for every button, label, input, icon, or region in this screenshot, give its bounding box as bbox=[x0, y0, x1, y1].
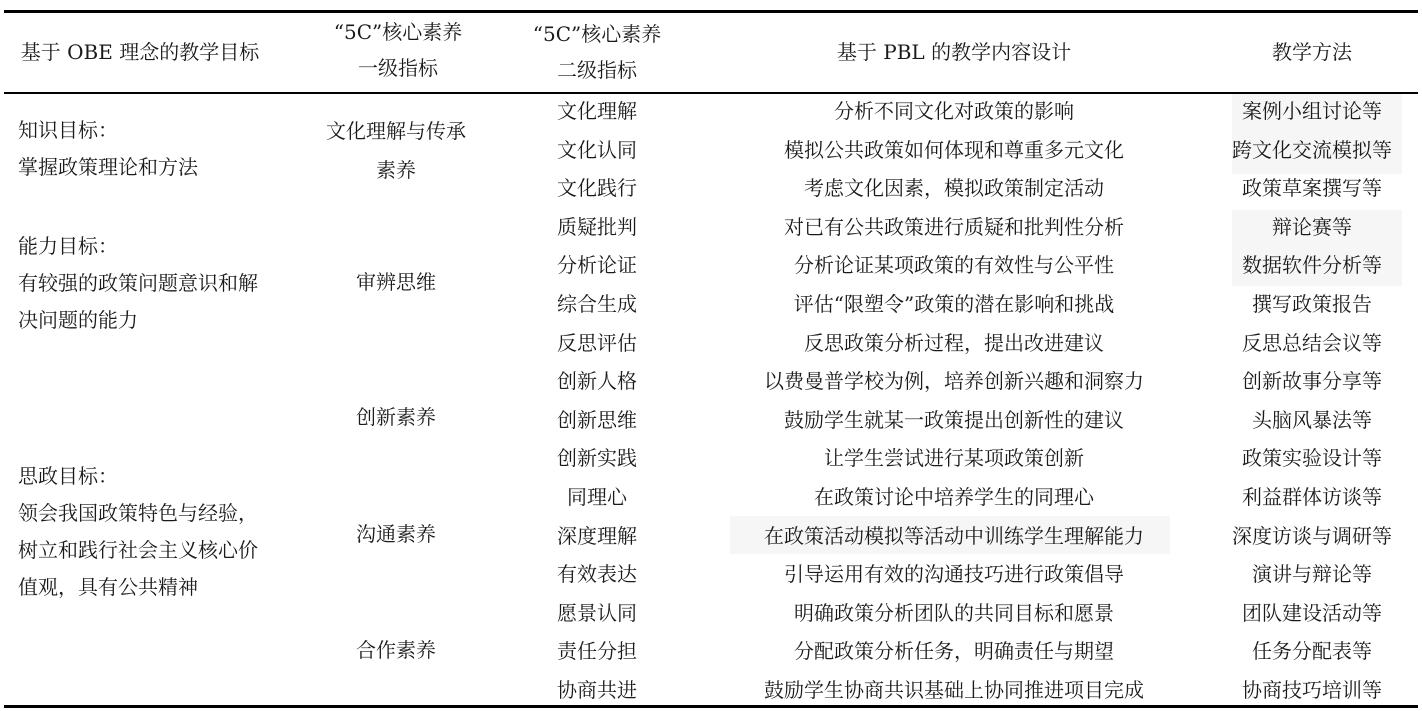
content-cell: 在政策活动模拟等活动中训练学生理解能力 bbox=[764, 524, 1144, 548]
level1-culture-line2: 素养 bbox=[376, 158, 416, 182]
level1-critical-thinking bbox=[356, 263, 436, 302]
objective-knowledge-line1: 知识目标： bbox=[18, 118, 118, 142]
level1-communication bbox=[356, 515, 436, 554]
level1-culture bbox=[326, 112, 466, 190]
level2-cell: 创新思维 bbox=[557, 408, 637, 432]
level2-cell: 综合生成 bbox=[557, 292, 637, 316]
level2-cell: 同理心 bbox=[567, 485, 627, 509]
objective-ability-line1: 能力目标： bbox=[18, 234, 118, 258]
level2-cell: 分析论证 bbox=[557, 253, 637, 277]
objective-ideology-line4: 值观，具有公共精神 bbox=[18, 575, 198, 599]
level1-critical-thinking-label: 审辨思维 bbox=[356, 270, 436, 294]
method-cell: 反思总结会议等 bbox=[1242, 331, 1382, 355]
method-cell: 团队建设活动等 bbox=[1242, 601, 1382, 625]
objective-ability bbox=[18, 228, 258, 339]
content-cell: 鼓励学生就某一政策提出创新性的建议 bbox=[784, 408, 1124, 432]
objective-ability-line3: 决问题的能力 bbox=[18, 308, 138, 332]
objective-ability-line2: 有较强的政策问题意识和解 bbox=[18, 271, 258, 295]
level2-cell: 创新实践 bbox=[557, 446, 637, 470]
level2-cell: 文化认同 bbox=[557, 138, 637, 162]
method-cell: 辩论赛等 bbox=[1272, 215, 1352, 239]
method-cell: 头脑风暴法等 bbox=[1252, 408, 1372, 432]
table-header-rule bbox=[4, 92, 1418, 94]
method-cell: 利益群体访谈等 bbox=[1242, 485, 1382, 509]
level1-culture-line1: 文化理解与传承 bbox=[326, 119, 466, 143]
level1-creativity bbox=[356, 398, 436, 437]
objective-ideology-line1: 思政目标： bbox=[18, 464, 118, 488]
content-cell: 对已有公共政策进行质疑和批判性分析 bbox=[784, 215, 1124, 239]
content-cell: 模拟公共政策如何体现和尊重多元文化 bbox=[784, 138, 1124, 162]
level2-cell: 有效表达 bbox=[557, 562, 637, 586]
method-cell: 政策实验设计等 bbox=[1242, 446, 1382, 470]
level1-collaboration-label: 合作素养 bbox=[356, 638, 436, 662]
method-cell: 数据软件分析等 bbox=[1242, 253, 1382, 277]
method-cell: 案例小组讨论等 bbox=[1242, 99, 1382, 123]
level2-cell: 反思评估 bbox=[557, 331, 637, 355]
method-cell: 跨文化交流模拟等 bbox=[1232, 138, 1392, 162]
method-cell: 协商技巧培训等 bbox=[1242, 678, 1382, 702]
method-cell: 撰写政策报告 bbox=[1252, 292, 1372, 316]
level1-communication-label: 沟通素养 bbox=[356, 522, 436, 546]
header-level1-line1: “5C”核心素养 bbox=[333, 20, 463, 44]
level2-cell: 文化践行 bbox=[557, 176, 637, 200]
objective-knowledge bbox=[18, 112, 198, 186]
level2-cell: 深度理解 bbox=[557, 524, 637, 548]
content-cell: 评估“限塑令”政策的潜在影响和挑战 bbox=[793, 292, 1115, 316]
header-level2 bbox=[533, 16, 661, 88]
objective-knowledge-line2: 掌握政策理论和方法 bbox=[18, 155, 198, 179]
level2-cell: 责任分担 bbox=[557, 639, 637, 663]
header-level2-line2: 二级指标 bbox=[556, 58, 637, 82]
objective-ideology-line2: 领会我国政策特色与经验， bbox=[18, 501, 258, 525]
header-content: 基于 PBL 的教学内容设计 bbox=[836, 40, 1072, 64]
content-cell: 分配政策分析任务，明确责任与期望 bbox=[794, 639, 1114, 663]
table-bottom-rule bbox=[4, 705, 1418, 708]
content-cell: 让学生尝试进行某项政策创新 bbox=[824, 446, 1084, 470]
level2-cell: 协商共进 bbox=[557, 678, 637, 702]
content-cell: 在政策讨论中培养学生的同理心 bbox=[814, 485, 1094, 509]
header-level1 bbox=[334, 14, 462, 86]
content-cell: 引导运用有效的沟通技巧进行政策倡导 bbox=[784, 562, 1124, 586]
objective-ideology-line3: 树立和践行社会主义核心价 bbox=[18, 538, 258, 562]
header-level1-line2: 一级指标 bbox=[357, 56, 438, 80]
level1-creativity-label: 创新素养 bbox=[356, 405, 436, 429]
content-cell: 鼓励学生协商共识基础上协同推进项目完成 bbox=[764, 678, 1144, 702]
level2-cell: 愿景认同 bbox=[557, 601, 637, 625]
level2-cell: 文化理解 bbox=[557, 99, 637, 123]
content-cell: 反思政策分析过程，提出改进建议 bbox=[804, 331, 1104, 355]
content-cell: 以费曼普学校为例，培养创新兴趣和洞察力 bbox=[764, 369, 1144, 393]
header-objective: 基于 OBE 理念的教学目标 bbox=[20, 40, 260, 64]
header-method: 教学方法 bbox=[1272, 40, 1352, 64]
method-cell: 演讲与辩论等 bbox=[1252, 562, 1372, 586]
method-cell: 创新故事分享等 bbox=[1242, 369, 1382, 393]
method-cell: 深度访谈与调研等 bbox=[1232, 524, 1392, 548]
level2-cell: 创新人格 bbox=[557, 369, 637, 393]
level1-collaboration bbox=[356, 631, 436, 670]
level2-cell: 质疑批判 bbox=[557, 215, 637, 239]
header-level2-line1: “5C”核心素养 bbox=[532, 22, 662, 46]
content-cell: 分析不同文化对政策的影响 bbox=[834, 99, 1074, 123]
table-top-rule bbox=[4, 10, 1418, 13]
objective-ideology bbox=[18, 458, 258, 606]
method-cell: 任务分配表等 bbox=[1252, 639, 1372, 663]
method-cell: 政策草案撰写等 bbox=[1242, 176, 1382, 200]
content-cell: 分析论证某项政策的有效性与公平性 bbox=[794, 253, 1114, 277]
content-cell: 明确政策分析团队的共同目标和愿景 bbox=[794, 601, 1114, 625]
content-cell: 考虑文化因素，模拟政策制定活动 bbox=[804, 176, 1104, 200]
